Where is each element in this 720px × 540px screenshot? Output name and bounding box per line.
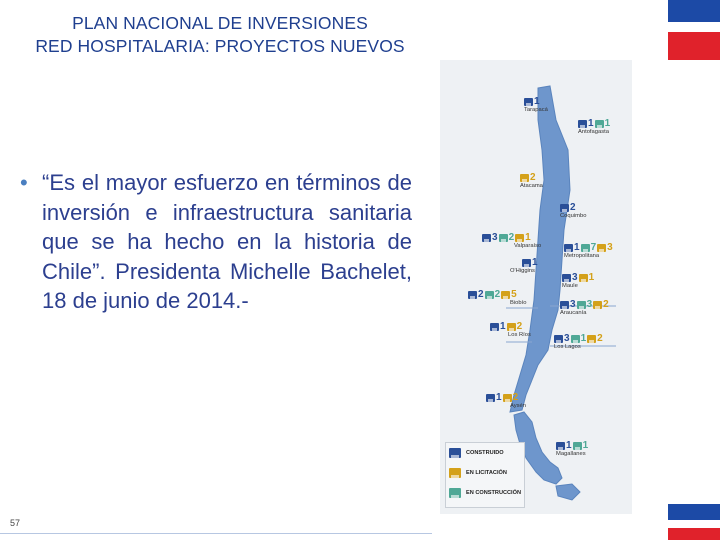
built-icon [564,244,573,252]
bidding-icon [449,468,461,478]
bidding-icon [515,234,524,242]
construction-icon [485,291,494,299]
region-antofagasta: 1 1 Antofagasta [578,118,611,135]
quote-text: “Es el mayor esfuerzo en términos de inversión e infraestructura sanitaria que se ha hecho en la historia de Chile”. Presidenta Michelle Bachelet, 18 de junio de 2014.- [42,170,412,313]
construction-icon [571,335,580,343]
built-icon [560,301,569,309]
bidding-icon [503,394,512,402]
construction-icon [499,234,508,242]
bidding-icon [501,291,510,299]
bullet-icon: • [20,170,28,195]
bidding-icon [593,301,602,309]
construction-icon [581,244,590,252]
built-icon [554,335,563,343]
built-icon [486,394,495,402]
region-maule: 3 1 Maule [562,272,595,289]
region-los-lagos: 3 1 2 Los Lagos [554,333,603,350]
region-metropolitana: 1 7 3 Metropolitana [564,242,613,259]
built-icon [468,291,477,299]
title-line-1: PLAN NACIONAL DE INVERSIONES [72,13,368,33]
built-icon [490,323,499,331]
region-aysen: 1 2 Aysén [486,392,526,410]
bidding-icon [597,244,606,252]
region-atacama: 2 Atacama [520,172,543,189]
construction-icon [573,442,582,450]
built-icon [562,274,571,282]
flag-bottom-decoration [668,504,720,540]
region-magallanes: 1 1 Magallanes [556,440,589,457]
construction-icon [595,120,604,128]
bidding-icon [520,174,529,182]
page-number: 57 [10,518,21,528]
bidding-icon [579,274,588,282]
legend-item-en-licitacion: EN LICITACIÓN [449,468,507,478]
built-icon [449,448,461,458]
built-icon [482,234,491,242]
built-icon [524,98,533,106]
construction-icon [577,301,586,309]
bidding-icon [587,335,596,343]
bidding-icon [507,323,516,331]
region-araucania: 3 3 2 Araucanía [560,299,609,316]
footer-divider [0,533,432,534]
built-icon [556,442,565,450]
region-biobio: 2 2 5 Biobío [468,289,526,307]
region-ohiggins: 1 O'Higgins [510,257,538,274]
region-coquimbo: 2 Coquimbo [560,202,587,219]
title-line-2: RED HOSPITALARIA: PROYECTOS NUEVOS [35,36,405,56]
region-los-rios: 1 2 Los Ríos [490,321,531,339]
region-valparaiso: 3 2 1 Valparaíso [482,232,541,250]
built-icon [578,120,587,128]
built-icon [560,204,569,212]
construction-icon [449,488,461,498]
region-tarapaca: 1 Tarapacá [524,96,548,113]
legend-item-en-construccion: EN CONSTRUCCIÓN [449,488,521,498]
page-title [0,12,440,58]
legend-item-construido: CONSTRUIDO [449,448,504,458]
built-icon [522,259,531,267]
flag-top-decoration [668,0,720,60]
